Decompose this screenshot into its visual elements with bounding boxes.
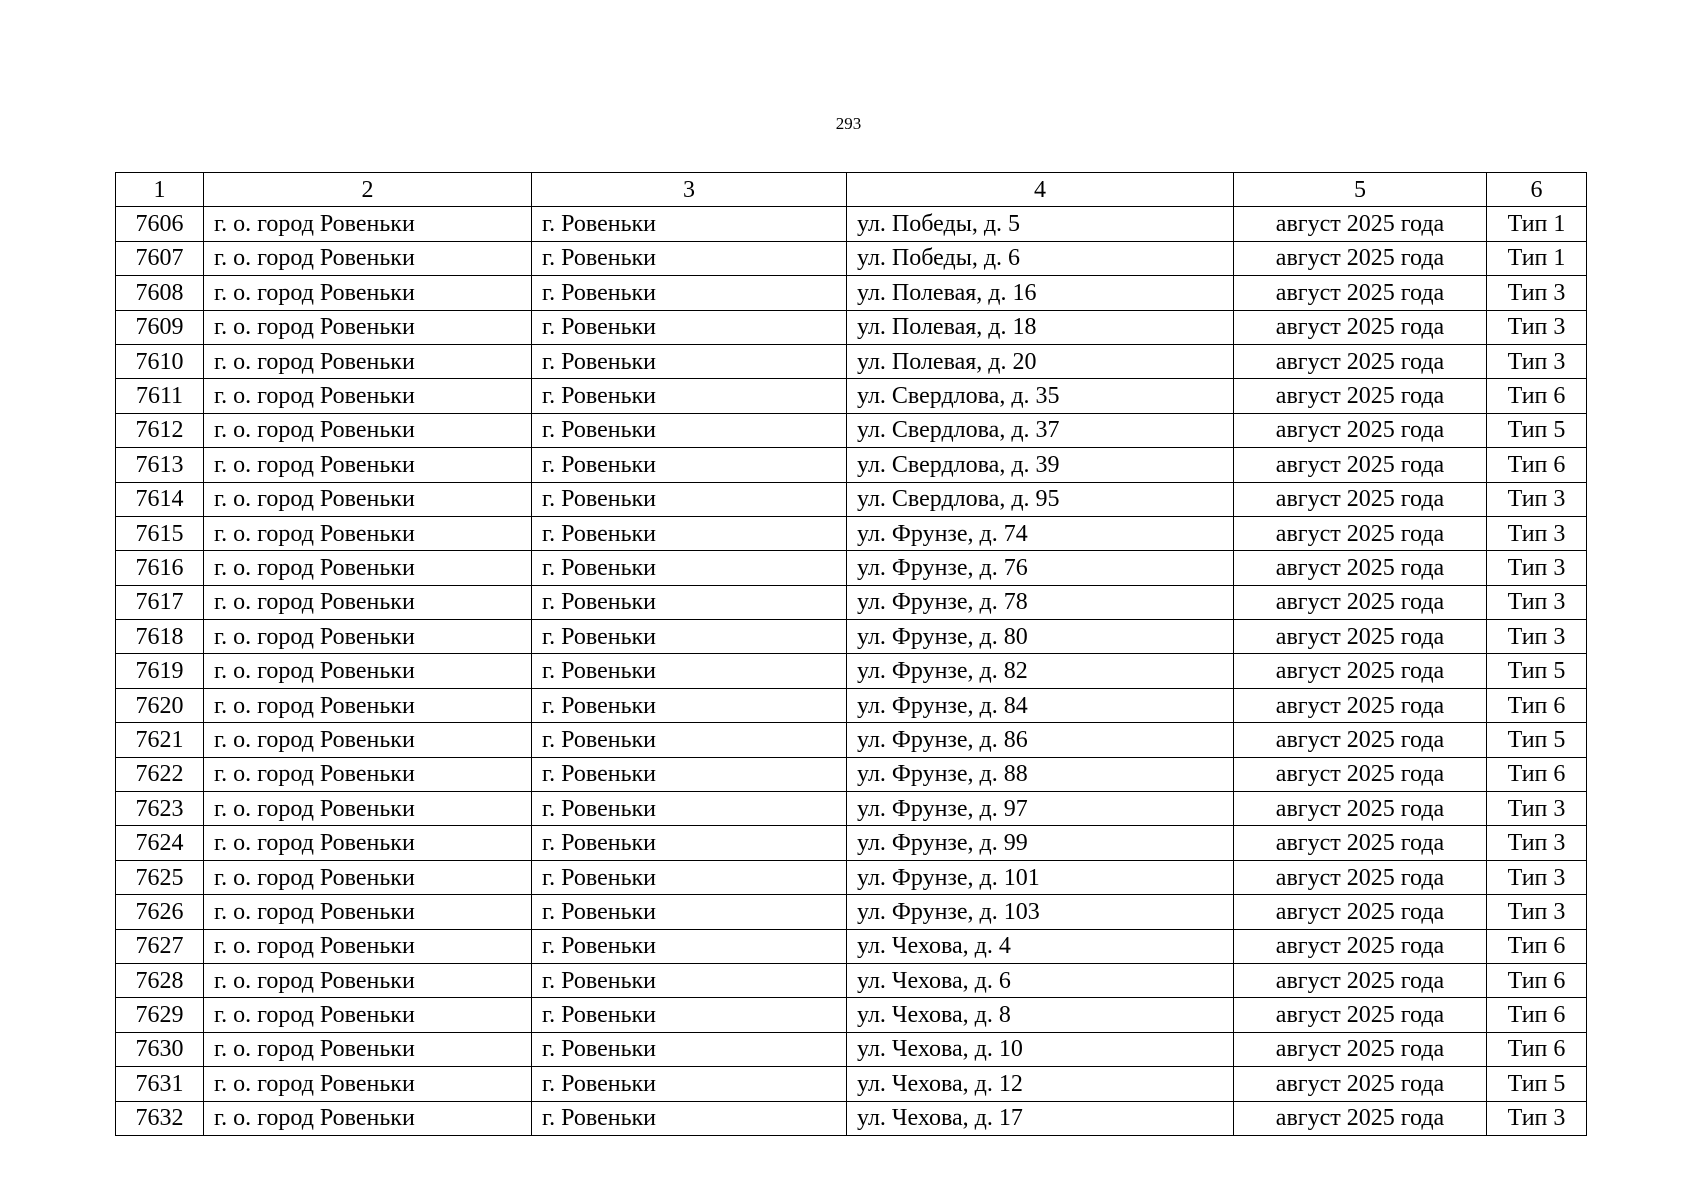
table-row [116, 895, 1587, 929]
period-cell: август 2025 года [1234, 310, 1487, 344]
locality-cell: г. Ровеньки [532, 792, 847, 826]
table-row [116, 998, 1587, 1032]
type-cell: Тип 3 [1487, 344, 1587, 378]
table-header-row [116, 173, 1587, 207]
table-row [116, 654, 1587, 688]
period-cell: август 2025 года [1234, 895, 1487, 929]
district-cell: г. о. город Ровеньки [204, 551, 532, 585]
locality-cell: г. Ровеньки [532, 516, 847, 550]
locality-cell: г. Ровеньки [532, 482, 847, 516]
locality-cell: г. Ровеньки [532, 276, 847, 310]
table-row [116, 1067, 1587, 1101]
locality-cell: г. Ровеньки [532, 413, 847, 447]
period-cell: август 2025 года [1234, 654, 1487, 688]
district-cell: г. о. город Ровеньки [204, 963, 532, 997]
period-cell: август 2025 года [1234, 516, 1487, 550]
district-cell: г. о. город Ровеньки [204, 1032, 532, 1066]
locality-cell: г. Ровеньки [532, 551, 847, 585]
district-cell: г. о. город Ровеньки [204, 276, 532, 310]
type-cell: Тип 6 [1487, 998, 1587, 1032]
period-cell: август 2025 года [1234, 929, 1487, 963]
locality-cell: г. Ровеньки [532, 310, 847, 344]
district-cell: г. о. город Ровеньки [204, 860, 532, 894]
district-cell: г. о. город Ровеньки [204, 620, 532, 654]
district-cell: г. о. город Ровеньки [204, 413, 532, 447]
address-cell: ул. Фрунзе, д. 80 [847, 620, 1234, 654]
row-number-cell: 7619 [116, 654, 204, 688]
row-number-cell: 7624 [116, 826, 204, 860]
district-cell: г. о. город Ровеньки [204, 792, 532, 826]
period-cell: август 2025 года [1234, 792, 1487, 826]
period-cell: август 2025 года [1234, 826, 1487, 860]
table-row [116, 929, 1587, 963]
row-number-cell: 7620 [116, 688, 204, 722]
address-cell: ул. Фрунзе, д. 97 [847, 792, 1234, 826]
locality-cell: г. Ровеньки [532, 1032, 847, 1066]
period-cell: август 2025 года [1234, 344, 1487, 378]
period-cell: август 2025 года [1234, 620, 1487, 654]
type-cell: Тип 3 [1487, 895, 1587, 929]
table-row [116, 585, 1587, 619]
period-cell: август 2025 года [1234, 448, 1487, 482]
table-row [116, 551, 1587, 585]
locality-cell: г. Ровеньки [532, 654, 847, 688]
period-cell: август 2025 года [1234, 207, 1487, 241]
table-row [116, 1032, 1587, 1066]
row-number-cell: 7628 [116, 963, 204, 997]
address-cell: ул. Фрунзе, д. 76 [847, 551, 1234, 585]
locality-cell: г. Ровеньки [532, 688, 847, 722]
type-cell: Тип 3 [1487, 620, 1587, 654]
table-row [116, 207, 1587, 241]
column-header-3: 3 [532, 173, 847, 207]
row-number-cell: 7609 [116, 310, 204, 344]
locality-cell: г. Ровеньки [532, 723, 847, 757]
table-row [116, 792, 1587, 826]
district-cell: г. о. город Ровеньки [204, 1101, 532, 1135]
type-cell: Тип 5 [1487, 654, 1587, 688]
document-table [115, 172, 1587, 1136]
district-cell: г. о. город Ровеньки [204, 310, 532, 344]
district-cell: г. о. город Ровеньки [204, 585, 532, 619]
address-cell: ул. Чехова, д. 12 [847, 1067, 1234, 1101]
address-cell: ул. Фрунзе, д. 74 [847, 516, 1234, 550]
locality-cell: г. Ровеньки [532, 241, 847, 275]
type-cell: Тип 5 [1487, 413, 1587, 447]
locality-cell: г. Ровеньки [532, 1067, 847, 1101]
column-header-5: 5 [1234, 173, 1487, 207]
period-cell: август 2025 года [1234, 688, 1487, 722]
district-cell: г. о. город Ровеньки [204, 516, 532, 550]
district-cell: г. о. город Ровеньки [204, 688, 532, 722]
period-cell: август 2025 года [1234, 551, 1487, 585]
type-cell: Тип 3 [1487, 792, 1587, 826]
address-cell: ул. Чехова, д. 10 [847, 1032, 1234, 1066]
address-cell: ул. Чехова, д. 6 [847, 963, 1234, 997]
table-row [116, 379, 1587, 413]
period-cell: август 2025 года [1234, 585, 1487, 619]
locality-cell: г. Ровеньки [532, 757, 847, 791]
type-cell: Тип 3 [1487, 826, 1587, 860]
district-cell: г. о. город Ровеньки [204, 757, 532, 791]
district-cell: г. о. город Ровеньки [204, 895, 532, 929]
type-cell: Тип 1 [1487, 241, 1587, 275]
row-number-cell: 7612 [116, 413, 204, 447]
table-row [116, 310, 1587, 344]
row-number-cell: 7622 [116, 757, 204, 791]
table-row [116, 757, 1587, 791]
district-cell: г. о. город Ровеньки [204, 929, 532, 963]
type-cell: Тип 6 [1487, 688, 1587, 722]
address-cell: ул. Чехова, д. 4 [847, 929, 1234, 963]
district-cell: г. о. город Ровеньки [204, 207, 532, 241]
table-row [116, 963, 1587, 997]
period-cell: август 2025 года [1234, 757, 1487, 791]
address-cell: ул. Фрунзе, д. 88 [847, 757, 1234, 791]
period-cell: август 2025 года [1234, 1067, 1487, 1101]
address-cell: ул. Полевая, д. 20 [847, 344, 1234, 378]
column-header-2: 2 [204, 173, 532, 207]
period-cell: август 2025 года [1234, 276, 1487, 310]
locality-cell: г. Ровеньки [532, 585, 847, 619]
table-row [116, 344, 1587, 378]
row-number-cell: 7608 [116, 276, 204, 310]
type-cell: Тип 3 [1487, 551, 1587, 585]
row-number-cell: 7615 [116, 516, 204, 550]
type-cell: Тип 3 [1487, 310, 1587, 344]
locality-cell: г. Ровеньки [532, 1101, 847, 1135]
type-cell: Тип 5 [1487, 1067, 1587, 1101]
address-cell: ул. Полевая, д. 16 [847, 276, 1234, 310]
type-cell: Тип 1 [1487, 207, 1587, 241]
address-cell: ул. Фрунзе, д. 86 [847, 723, 1234, 757]
locality-cell: г. Ровеньки [532, 344, 847, 378]
type-cell: Тип 3 [1487, 482, 1587, 516]
period-cell: август 2025 года [1234, 482, 1487, 516]
table-row [116, 688, 1587, 722]
address-cell: ул. Победы, д. 6 [847, 241, 1234, 275]
address-cell: ул. Фрунзе, д. 103 [847, 895, 1234, 929]
type-cell: Тип 5 [1487, 723, 1587, 757]
table-row [116, 620, 1587, 654]
page-number: 293 [835, 114, 862, 133]
locality-cell: г. Ровеньки [532, 379, 847, 413]
address-cell: ул. Чехова, д. 8 [847, 998, 1234, 1032]
district-cell: г. о. город Ровеньки [204, 344, 532, 378]
locality-cell: г. Ровеньки [532, 826, 847, 860]
row-number-cell: 7626 [116, 895, 204, 929]
row-number-cell: 7616 [116, 551, 204, 585]
table-row [116, 860, 1587, 894]
row-number-cell: 7632 [116, 1101, 204, 1135]
period-cell: август 2025 года [1234, 860, 1487, 894]
table-row [116, 482, 1587, 516]
period-cell: август 2025 года [1234, 413, 1487, 447]
period-cell: август 2025 года [1234, 241, 1487, 275]
row-number-cell: 7618 [116, 620, 204, 654]
locality-cell: г. Ровеньки [532, 963, 847, 997]
row-number-cell: 7625 [116, 860, 204, 894]
locality-cell: г. Ровеньки [532, 448, 847, 482]
district-cell: г. о. город Ровеньки [204, 1067, 532, 1101]
table-body [116, 207, 1587, 1136]
row-number-cell: 7614 [116, 482, 204, 516]
address-cell: ул. Победы, д. 5 [847, 207, 1234, 241]
row-number-cell: 7611 [116, 379, 204, 413]
type-cell: Тип 6 [1487, 379, 1587, 413]
address-cell: ул. Свердлова, д. 35 [847, 379, 1234, 413]
district-cell: г. о. город Ровеньки [204, 448, 532, 482]
row-number-cell: 7613 [116, 448, 204, 482]
period-cell: август 2025 года [1234, 1032, 1487, 1066]
row-number-cell: 7607 [116, 241, 204, 275]
row-number-cell: 7630 [116, 1032, 204, 1066]
table-row [116, 1101, 1587, 1135]
locality-cell: г. Ровеньки [532, 207, 847, 241]
row-number-cell: 7629 [116, 998, 204, 1032]
table-row [116, 241, 1587, 275]
locality-cell: г. Ровеньки [532, 860, 847, 894]
address-cell: ул. Свердлова, д. 95 [847, 482, 1234, 516]
address-cell: ул. Фрунзе, д. 78 [847, 585, 1234, 619]
row-number-cell: 7627 [116, 929, 204, 963]
table-row [116, 413, 1587, 447]
address-cell: ул. Чехова, д. 17 [847, 1101, 1234, 1135]
locality-cell: г. Ровеньки [532, 895, 847, 929]
type-cell: Тип 6 [1487, 963, 1587, 997]
table-row [116, 276, 1587, 310]
locality-cell: г. Ровеньки [532, 929, 847, 963]
table-row [116, 516, 1587, 550]
district-cell: г. о. город Ровеньки [204, 241, 532, 275]
table-row [116, 448, 1587, 482]
type-cell: Тип 6 [1487, 448, 1587, 482]
address-cell: ул. Фрунзе, д. 82 [847, 654, 1234, 688]
address-cell: ул. Фрунзе, д. 99 [847, 826, 1234, 860]
column-header-6: 6 [1487, 173, 1587, 207]
type-cell: Тип 3 [1487, 1101, 1587, 1135]
address-cell: ул. Фрунзе, д. 84 [847, 688, 1234, 722]
row-number-cell: 7606 [116, 207, 204, 241]
type-cell: Тип 3 [1487, 276, 1587, 310]
period-cell: август 2025 года [1234, 963, 1487, 997]
district-cell: г. о. город Ровеньки [204, 482, 532, 516]
locality-cell: г. Ровеньки [532, 620, 847, 654]
period-cell: август 2025 года [1234, 998, 1487, 1032]
row-number-cell: 7617 [116, 585, 204, 619]
row-number-cell: 7610 [116, 344, 204, 378]
type-cell: Тип 6 [1487, 757, 1587, 791]
type-cell: Тип 3 [1487, 585, 1587, 619]
district-cell: г. о. город Ровеньки [204, 723, 532, 757]
period-cell: август 2025 года [1234, 1101, 1487, 1135]
period-cell: август 2025 года [1234, 379, 1487, 413]
table-row [116, 826, 1587, 860]
district-cell: г. о. город Ровеньки [204, 654, 532, 688]
address-cell: ул. Фрунзе, д. 101 [847, 860, 1234, 894]
table-row [116, 723, 1587, 757]
column-header-1: 1 [116, 173, 204, 207]
row-number-cell: 7631 [116, 1067, 204, 1101]
row-number-cell: 7621 [116, 723, 204, 757]
type-cell: Тип 3 [1487, 516, 1587, 550]
type-cell: Тип 3 [1487, 860, 1587, 894]
column-header-4: 4 [847, 173, 1234, 207]
address-cell: ул. Полевая, д. 18 [847, 310, 1234, 344]
district-cell: г. о. город Ровеньки [204, 998, 532, 1032]
address-cell: ул. Свердлова, д. 37 [847, 413, 1234, 447]
locality-cell: г. Ровеньки [532, 998, 847, 1032]
district-cell: г. о. город Ровеньки [204, 826, 532, 860]
district-cell: г. о. город Ровеньки [204, 379, 532, 413]
row-number-cell: 7623 [116, 792, 204, 826]
type-cell: Тип 6 [1487, 1032, 1587, 1066]
period-cell: август 2025 года [1234, 723, 1487, 757]
address-cell: ул. Свердлова, д. 39 [847, 448, 1234, 482]
type-cell: Тип 6 [1487, 929, 1587, 963]
